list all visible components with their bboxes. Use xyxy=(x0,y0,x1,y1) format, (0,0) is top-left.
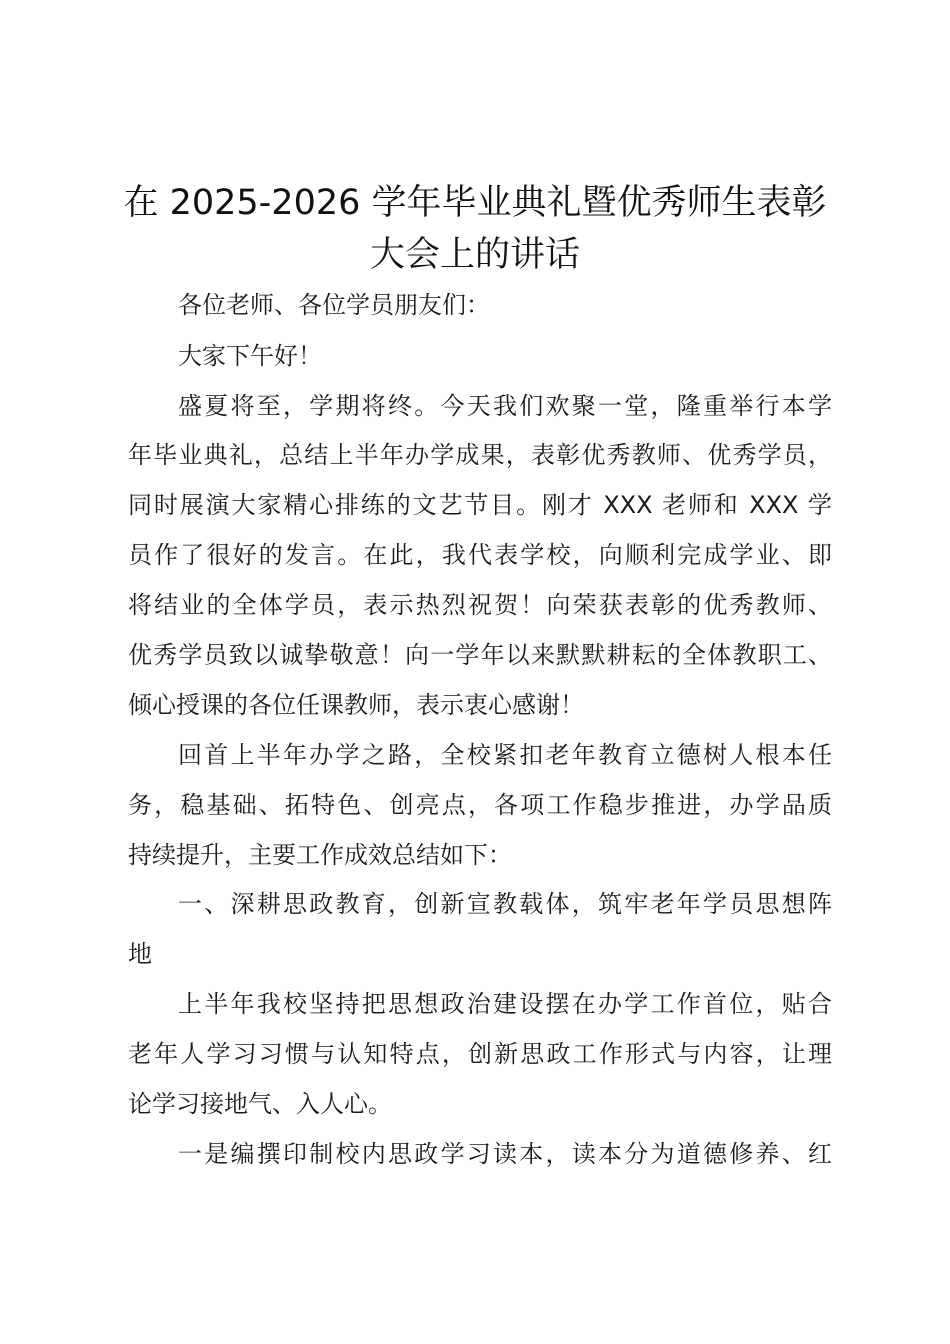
paragraph-line: 持续提升，主要工作成效总结如下： xyxy=(128,841,512,869)
paragraph-line: 优秀学员致以诚挚敬意！向一学年以来默默耕耘的全体教职工、 xyxy=(128,641,832,669)
paragraph-line: 论学习接地气、入人心。 xyxy=(128,1090,392,1118)
paragraph-line: 年毕业典礼，总结上半年办学成果，表彰优秀教师、优秀学员， xyxy=(128,441,832,469)
paragraph-line: 回首上半年办学之路，全校紧扣老年教育立德树人根本任 xyxy=(178,741,832,769)
paragraph-line: 倾心授课的各位任课教师，表示衷心感谢！ xyxy=(128,691,584,719)
paragraph-line: 务，稳基础、拓特色、创亮点，各项工作稳步推进，办学品质 xyxy=(128,791,832,819)
document-title-line-2: 大会上的讲话 xyxy=(369,235,580,275)
salutation: 各位老师、各位学员朋友们： xyxy=(178,291,490,319)
paragraph-line: 将结业的全体学员，表示热烈祝贺！向荣获表彰的优秀教师、 xyxy=(128,591,832,619)
section-heading-line: 地 xyxy=(128,940,152,968)
paragraph-line: 上半年我校坚持把思想政治建设摆在办学工作首位，贴合 xyxy=(178,990,832,1018)
greeting: 大家下午好！ xyxy=(178,342,322,370)
paragraph-line: 员作了很好的发言。在此，我代表学校，向顺利完成学业、即 xyxy=(128,541,832,569)
section-heading-line: 一、深耕思政教育，创新宣教载体，筑牢老年学员思想阵 xyxy=(178,890,832,918)
paragraph-line: 一是编撰印制校内思政学习读本，读本分为道德修养、红 xyxy=(178,1140,832,1168)
paragraph-line: 同时展演大家精心排练的文艺节目。刚才 XXX 老师和 XXX 学 xyxy=(128,491,832,519)
document-title-line-1: 在 2025-2026 学年毕业典礼暨优秀师生表彰 xyxy=(123,183,827,223)
paragraph-line: 老年人学习习惯与认知特点，创新思政工作形式与内容，让理 xyxy=(128,1040,832,1068)
paragraph-line: 盛夏将至，学期将终。今天我们欢聚一堂，隆重举行本学 xyxy=(178,392,832,420)
